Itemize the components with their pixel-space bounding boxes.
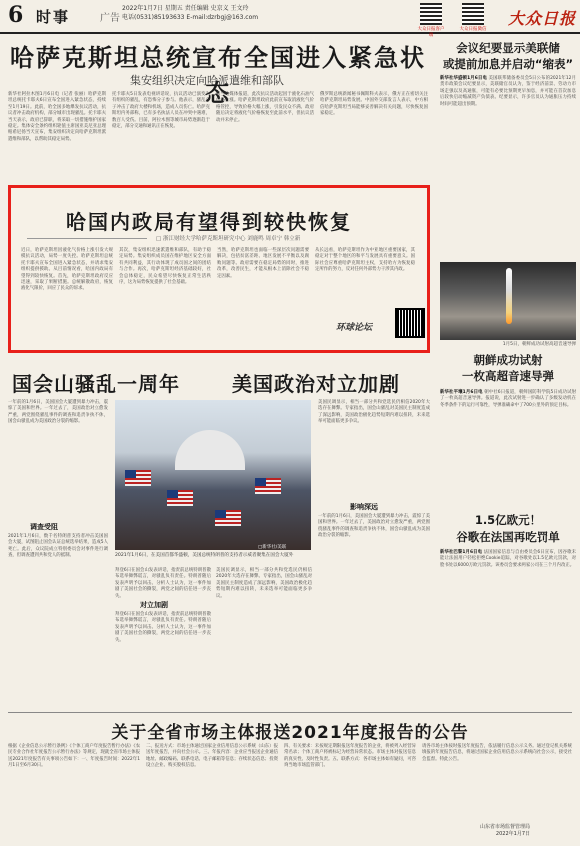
edition-meta bbox=[122, 4, 258, 22]
us-flag-icon bbox=[215, 510, 241, 526]
announcement-headline: 关于全省市场主体报送2021年度报告的公告 bbox=[111, 723, 469, 743]
edition-contact-line: 电话(0531)85193633 E-mail:dzrbgj@163.com bbox=[122, 14, 259, 21]
commentary-body-column: 其次，集安组织迅速派遣维和部队，有助于稳定局势。集安组织成员国在维护地区安全方面有共同利益，其行动体现了成员国之间的团结与合作。再次，哈萨克斯坦经济基础较好，社会总体稳定，民众希望尽快恢复正常生活秩序，这为局势恢复提供了社会基础。 bbox=[119, 248, 211, 286]
page-number: 6 bbox=[8, 2, 24, 28]
masthead bbox=[0, 0, 580, 38]
wechat-qr-caption: 大众日报微信 bbox=[459, 27, 487, 32]
lead-subheadline: 集安组织决定向哈派遣维和部队 bbox=[130, 74, 284, 87]
commentary-body-column: 近日，哈萨克斯坦因液化气价格上涨引发大规模抗议活动，局势一度失控。哈萨克斯坦总统托卡耶夫宣布全国进入紧急状态，并请求集安组织提供援助。从目前情况看，哈国内政局有望得到较快恢复。首先，哈萨克斯坦政府反应迅速，采取了果断措施。总统解散政府，恢复液化气限价，回应了民众的诉求。 bbox=[21, 248, 113, 292]
lead-body-column: 托卡耶夫5日发表电视讲话说，抗议活动已演变为有组织的骚乱，有恐怖分子参与。他表示，骚乱分子冲击了政府大楼和机场，造成人员伤亡。哈萨克斯坦内务部称，已有多名执法人员在冲突中遇难，数百人受伤。目前，阿拉木图等城市局势逐渐趋于稳定，部分交通和通讯正在恢复。 bbox=[112, 92, 210, 130]
capitol-body-column: 一年前的1月6日，美国国会大厦遭到暴力冲击，震惊了美国和世界。一年过去了，美国政治对立愈发严重，两党围绕骚乱事件的调查和追责争执不休，国会山骚乱成为美国政治分裂的缩影。 bbox=[318, 514, 430, 539]
google-fine-headline bbox=[440, 512, 576, 546]
subhead-division: 对立加剧 bbox=[140, 601, 168, 609]
fed-story-headline bbox=[440, 40, 576, 72]
column-badge: 环球论坛 bbox=[336, 323, 373, 333]
us-flag-icon bbox=[167, 490, 193, 506]
google-story-body bbox=[440, 550, 576, 700]
app-qr-caption: 大众日报客户端 bbox=[417, 27, 445, 38]
byline-divider bbox=[27, 238, 147, 239]
fed-dateline: 新华社华盛顿1月6日电 bbox=[440, 76, 487, 81]
fed-headline-line: 会议纪要显示美联储 bbox=[456, 41, 560, 55]
commentary-frame bbox=[8, 185, 430, 353]
capitol-photo-caption: 2021年1月6日，在美国首都华盛顿，美国总统特朗普的支持者示威者聚集在国会大厦外 bbox=[115, 553, 294, 558]
announcement-body-column: 请各市场主体按时报送年度报告，依法履行信息公示义务。通过登记机关系统填报的年度报告信息，将通过国家企业信用信息公示系统向社会公示，接受社会监督。特此公告。 bbox=[422, 744, 572, 762]
lead-body-column: 俄罗斯总统新闻秘书佩斯科夫表示，俄方正在密切关注哈萨克斯坦局势发展。中国外交部发言人表示，中方相信哈萨克斯坦当局能够妥善解决有关问题，尽快恢复国家稳定。 bbox=[320, 92, 428, 117]
dprk-story-body bbox=[440, 390, 576, 506]
capitol-headline-right: 美国政治对立加剧 bbox=[232, 372, 400, 396]
subhead-impact: 影响深远 bbox=[350, 503, 378, 511]
lead-body-column: 新华社阿拉木图1月6日电（记者 张丽）哈萨克斯坦总统托卡耶夫6日宣布全国进入紧急状态，持续至1月19日。此前，哈全国多地爆发抗议活动，抗议者冲击政府机构，部分城市出现骚乱。托卡耶夫当天表示，政府已辞职，将采取一切措施维护国家稳定。集体安全条约组织轮值主席国亚美尼亚总理帕希尼扬当天宣布，集安组织决定向哈萨克斯坦派遣维和部队，以帮助其稳定局势。 bbox=[8, 92, 106, 142]
commentary-qr-code-icon bbox=[395, 308, 425, 338]
google-body-text: 法国国家信息与自由委员会6日宣布，因谷歌未能让法国用户轻松拒绝Cookie追踪，对谷歌处以1.5亿欧元罚款，对脸书处以6000万欧元罚款。该委员会要求两家公司在三个月内改正。 bbox=[440, 550, 576, 568]
capitol-body-column: 2021年1月6日，数千名特朗普支持者冲击美国国会大厦，试图阻止国会认证总统选举结果，造成5人死亡。此后，众议院成立特别委员会对事件进行调查，但调查遭到共和党人的抵制。 bbox=[8, 534, 108, 559]
announcement-date: 2022年1月7日 bbox=[495, 831, 531, 837]
photo-credit: □新华社/美联 bbox=[258, 545, 287, 550]
capitol-body-column: 拜登6日在国会山发表讲话，指责前总统特朗普散布选举舞弊谎言，对骚乱负有责任。特朗普随后发表声明予以回击。分析人士认为，这一事件加剧了美国社会的撕裂，两党之间的信任进一步丧失。 bbox=[115, 612, 211, 643]
newspaper-logo: 大众日报 bbox=[508, 9, 577, 28]
dprk-body-text: 朝中社6日报道，朝鲜国防科学院5日成功试射了一枚高超音速导弹。报道说，此次试射进一步确认了多级发动机在冬季条件下的运行可靠性，导弹准确命中了700公里外的预定目标。 bbox=[440, 390, 576, 408]
commentary-body-column: 从长远看，哈萨克斯坦作为中亚地区重要国家，其稳定对于整个地区的和平与发展具有重要意义。国际社会应尊重哈萨克斯坦主权，支持哈方为恢复稳定所作的努力，反对任何外部势力干涉其内政。 bbox=[315, 248, 415, 273]
lead-body-column: 据当地媒体报道，此次抗议活动起因于液化石油气价格上涨。哈萨克斯坦政府此前宣布取消液化气价格管控，导致价格大幅上涨，引发民众不满。政府随后决定将液化气价格恢复至此前水平，但抗议活动并未停止。 bbox=[216, 92, 314, 123]
announcement-body-column: 四、有关要求：未按规定期限报送年度报告的企业，将被列入经营异常名录；个体工商户将被标记为经营异常状态。市场主体对报送信息的真实性、及时性负责。五、联系方式：各市场主体如有疑问，可咨询当地市场监管部门。 bbox=[284, 744, 416, 769]
section-divider bbox=[8, 712, 572, 713]
fed-story-body bbox=[440, 76, 576, 258]
commentary-body-column: 当然，哈萨克斯坦也面临一些深层次问题需要解决，包括贫富差距、地区发展不平衡以及腐败问题等。政府需要在稳定局势的同时，推进改革，改善民生，才能从根本上消除社会不稳定因素。 bbox=[217, 248, 309, 279]
fed-body-text: 美国联邦储备委员会5日公布的2021年12月货币政策会议纪要显示，美联储官员认为，鉴于经济前景、劳动力市场走强以及高通胀，可能有必要比预期更早加息，并可能在首次加息后较快启动缩减资产负债表。纪要显示，许多官员认为通胀压力持续时间可能超出预期。 bbox=[440, 76, 576, 107]
dprk-headline-line: 朝鲜成功试射 bbox=[473, 353, 543, 367]
section-name: 时事 bbox=[36, 8, 71, 26]
ad-marker: 广告 bbox=[100, 13, 120, 24]
announcement-body-column: 二、报送方式：市场主体通过国家企业信用信息公示系统（山东）报送年度报告，并向社会公示。三、年报内容：企业应当报送企业通信地址、邮政编码、联系电话、电子邮箱等信息；存续状态信息；投资设立企业、购买股权信息。 bbox=[146, 744, 278, 769]
capitol-headline-left: 国会山骚乱一周年 bbox=[12, 372, 180, 396]
capitol-body-column: 一年前的1月6日，美国国会大厦遭到暴力冲击，震惊了美国和世界。一年过去了，美国政治对立愈发严重，两党围绕骚乱事件的调查和追责争执不休，国会山骚乱成为美国政治分裂的缩影。 bbox=[8, 400, 108, 425]
dprk-dateline: 新华社平壤1月6日电 bbox=[440, 390, 483, 395]
missile-trail-shape bbox=[506, 268, 512, 324]
capitol-riot-photo bbox=[115, 400, 311, 550]
us-flag-icon bbox=[125, 470, 151, 486]
missile-launch-photo bbox=[440, 262, 576, 340]
capitol-dome-shape bbox=[175, 430, 245, 470]
dprk-story-headline bbox=[440, 352, 576, 384]
edition-date-line: 2022年1月7日 星期五 责任编辑 史京义 王文玲 bbox=[122, 5, 249, 12]
lead-headline: 哈萨克斯坦总统宣布全国进入紧急状态 bbox=[10, 44, 426, 107]
capitol-body-column: 美国民调显示，相当一部分共和党选民仍相信2020年大选存在舞弊。专家指出，国会山骚乱对美国民主制度造成了深远影响，美国政治极化趋势短期内难以扭转，未来选举可能面临更多争议。 bbox=[216, 568, 312, 599]
google-headline-line: 1.5亿欧元！ bbox=[474, 513, 542, 527]
google-dateline: 新华社巴黎1月6日电 bbox=[440, 550, 483, 555]
dprk-headline-line: 一枚高超音速导弹 bbox=[462, 369, 554, 383]
missile-photo-caption: 1月5日，朝鲜成功试射高超音速导弹 bbox=[502, 342, 576, 347]
app-qr-code-icon bbox=[420, 3, 442, 25]
fed-headline-line: 或提前加息并启动“缩表” bbox=[442, 57, 574, 71]
capitol-body-column: 美国民调显示，相当一部分共和党选民仍相信2020年大选存在舞弊。专家指出，国会山骚乱对美国民主制度造成了深远影响，美国政治极化趋势短期内难以扭转，未来选举可能面临更多争议。 bbox=[318, 400, 430, 425]
us-flag-icon bbox=[255, 478, 281, 494]
wechat-qr-code-icon bbox=[462, 3, 484, 25]
announcement-signature bbox=[480, 824, 530, 838]
capitol-body-column: 拜登6日在国会山发表讲话，指责前总统特朗普散布选举舞弊谎言，对骚乱负有责任。特朗普随后发表声明予以回击。分析人士认为，这一事件加剧了美国社会的撕裂，两党之间的信任进一步丧失。 bbox=[115, 568, 211, 599]
subhead-investigation: 调查受阻 bbox=[30, 523, 58, 531]
commentary-headline: 哈国内政局有望得到较快恢复 bbox=[66, 210, 352, 234]
announcement-org: 山东省市场监督管理局 bbox=[480, 824, 531, 830]
announcement-body-column: 根据《企业信息公示暂行条例》《个体工商户年度报告暂行办法》《农民专业合作社年度报告公示暂行办法》等规定，现就全省市场主体报送2021年度报告有关事项公告如下：一、年度报告时间：2022年1月1日至6月30日。 bbox=[8, 744, 140, 769]
commentary-byline: □ 浙江财经大学哈萨克斯坦研究中心 刘鹿鸣 周卓宁 韩立新 bbox=[156, 236, 301, 242]
google-headline-line: 谷歌在法国再吃罚单 bbox=[456, 530, 560, 544]
